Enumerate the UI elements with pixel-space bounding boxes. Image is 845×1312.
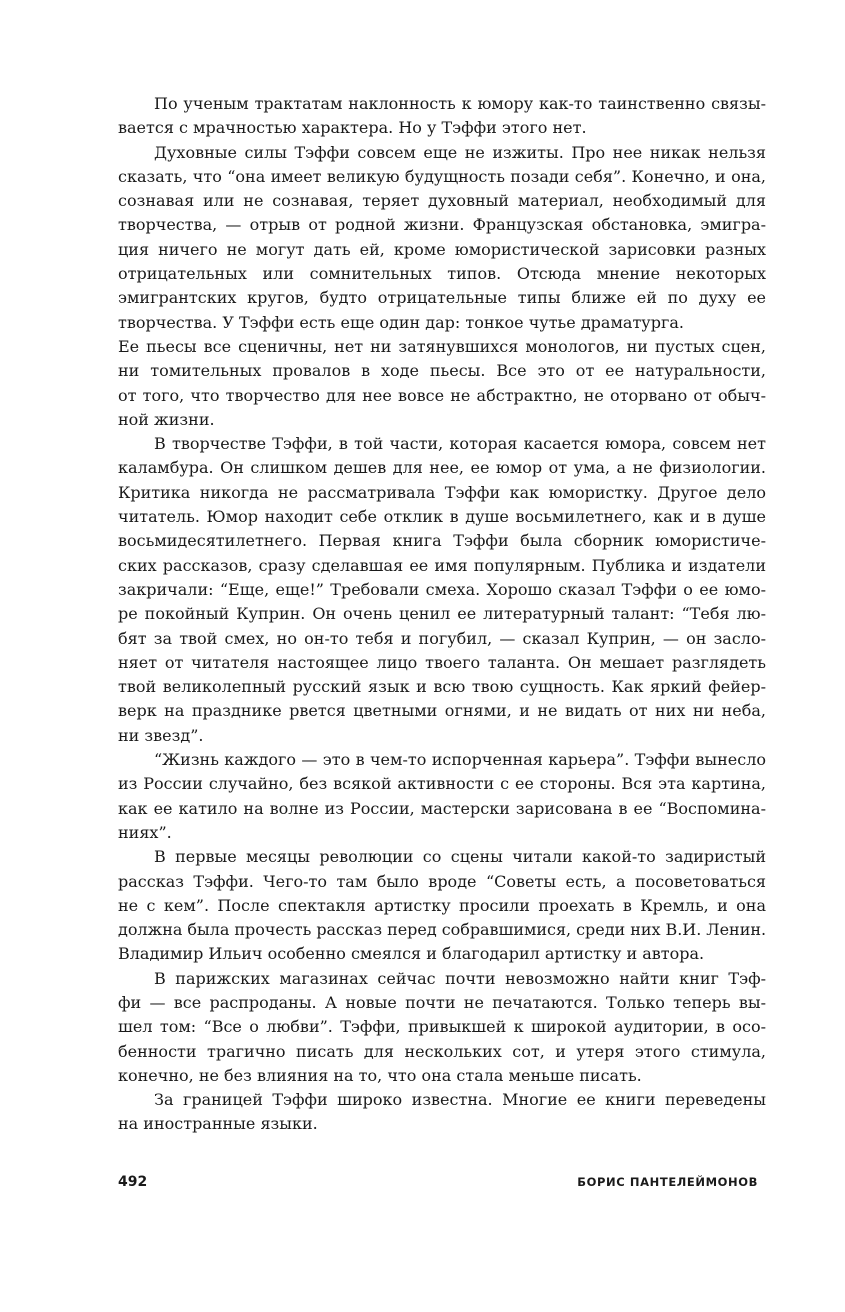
- text-line: Критика никогда не рассматривала Тэффи как юмористку. Другое дело: [118, 482, 766, 502]
- text-line: верк на празднике рвется цветными огнями, и не видать от них ни неба,: [118, 701, 766, 721]
- text-line: Ее пьесы все сценичны, нет ни затянувшихся монологов, ни пустых сцен,: [118, 336, 766, 356]
- text-line: “Жизнь каждого — это в чем-то испорченная карьера”. Тэффи вынесло: [154, 750, 766, 770]
- text-line: бят за твой смех, но он-то тебя и погубил, — сказал Куприн, — он засло-: [118, 628, 766, 648]
- text-line: должна была прочесть рассказ перед собравшимися, среди них В.И. Ленин.: [118, 920, 767, 940]
- text-line: восьмидесятилетнего. Первая книга Тэффи была сборник юмористиче-: [118, 531, 766, 551]
- text-line: сознавая или не сознавая, теряет духовный материал, необходимый для: [118, 191, 766, 211]
- page-footer: [118, 1174, 758, 1194]
- text-line: сказать, что “она имеет великую будущность позади себя”. Конечно, и она,: [118, 166, 766, 186]
- text-line: Духовные силы Тэффи совсем еще не изжиты. Про нее никак нельзя: [154, 142, 766, 162]
- body-text: [118, 92, 766, 1137]
- text-line: творчества, — отрыв от родной жизни. Французская обстановка, эмигра-: [118, 215, 766, 235]
- text-line: ция ничего не могут дать ей, кроме юмористической зарисовки разных: [118, 239, 766, 259]
- text-line: рассказ Тэффи. Чего-то там было вроде “Советы есть, а посоветоваться: [118, 871, 766, 891]
- text-line: няет от читателя настоящее лицо твоего таланта. Он мешает разглядеть: [118, 652, 766, 672]
- text-line: шел том: “Все о любви”. Тэффи, привыкшей к широкой аудитории, в осо-: [118, 1017, 766, 1037]
- text-line: ских рассказов, сразу сделавшая ее имя популярным. Публика и издатели: [118, 555, 766, 575]
- page-number: 492: [118, 1174, 148, 1190]
- text-line: от того, что творчество для нее вовсе не абстрактно, не оторвано от обыч-: [118, 385, 766, 405]
- text-line: бенности трагично писать для нескольких сот, и утеря этого стимула,: [118, 1041, 766, 1061]
- text-line: не с кем”. После спектакля артистку просили проехать в Кремль, и она: [118, 895, 766, 915]
- text-line: фи — все распроданы. А новые почти не печатаются. Только теперь вы-: [118, 992, 766, 1012]
- text-line: В первые месяцы революции со сцены читали какой-то задиристый: [154, 847, 766, 867]
- text-line: творчества. У Тэффи есть еще один дар: тонкое чутье драматурга.: [118, 312, 684, 332]
- text-line: твой великолепный русский язык и всю твою сущность. Как яркий фейер-: [118, 677, 766, 697]
- text-line: из России случайно, без всякой активности с ее стороны. Вся эта картина,: [118, 774, 766, 794]
- text-line: каламбура. Он слишком дешев для нее, ее юмор от ума, а не физиологии.: [118, 458, 766, 478]
- text-line: В творчестве Тэффи, в той части, которая касается юмора, совсем нет: [154, 434, 766, 454]
- text-line: ни звезд”.: [118, 725, 204, 745]
- text-line: За границей Тэффи широко известна. Многие ее книги переведены: [154, 1090, 766, 1110]
- text-line: ной жизни.: [118, 409, 215, 429]
- running-head-author: БОРИС ПАНТЕЛЕЙМОНОВ: [577, 1175, 758, 1189]
- text-line: В парижских магазинах сейчас почти невозможно найти книг Тэф-: [154, 968, 766, 988]
- text-line: отрицательных или сомнительных типов. Отсюда мнение некоторых: [118, 264, 766, 284]
- text-line: читатель. Юмор находит себе отклик в душе восьмилетнего, как и в душе: [118, 507, 766, 527]
- text-line: закричали: “Еще, еще!” Требовали смеха. Хорошо сказал Тэффи о ее юмо-: [118, 579, 766, 599]
- text-line: как ее катило на волне из России, мастерски зарисована в ее “Воспомина-: [118, 798, 766, 818]
- text-line: ни томительных провалов в ходе пьесы. Все это от ее натуральности,: [118, 361, 766, 381]
- text-line: Владимир Ильич особенно смеялся и благодарил артистку и автора.: [118, 944, 705, 964]
- text-line: вается с мрачностью характера. Но у Тэффи этого нет.: [118, 118, 587, 138]
- text-line: ниях”.: [118, 822, 172, 842]
- text-line: По ученым трактатам наклонность к юмору как-то таинственно связы-: [154, 94, 766, 113]
- text-line: конечно, не без влияния на то, что она стала меньше писать.: [118, 1065, 642, 1085]
- text-line: на иностранные языки.: [118, 1114, 318, 1134]
- text-line: ре покойный Куприн. Он очень ценил ее литературный талант: “Тебя лю-: [118, 604, 766, 624]
- text-line: эмигрантских кругов, будто отрицательные типы ближе ей по духу ее: [118, 288, 766, 308]
